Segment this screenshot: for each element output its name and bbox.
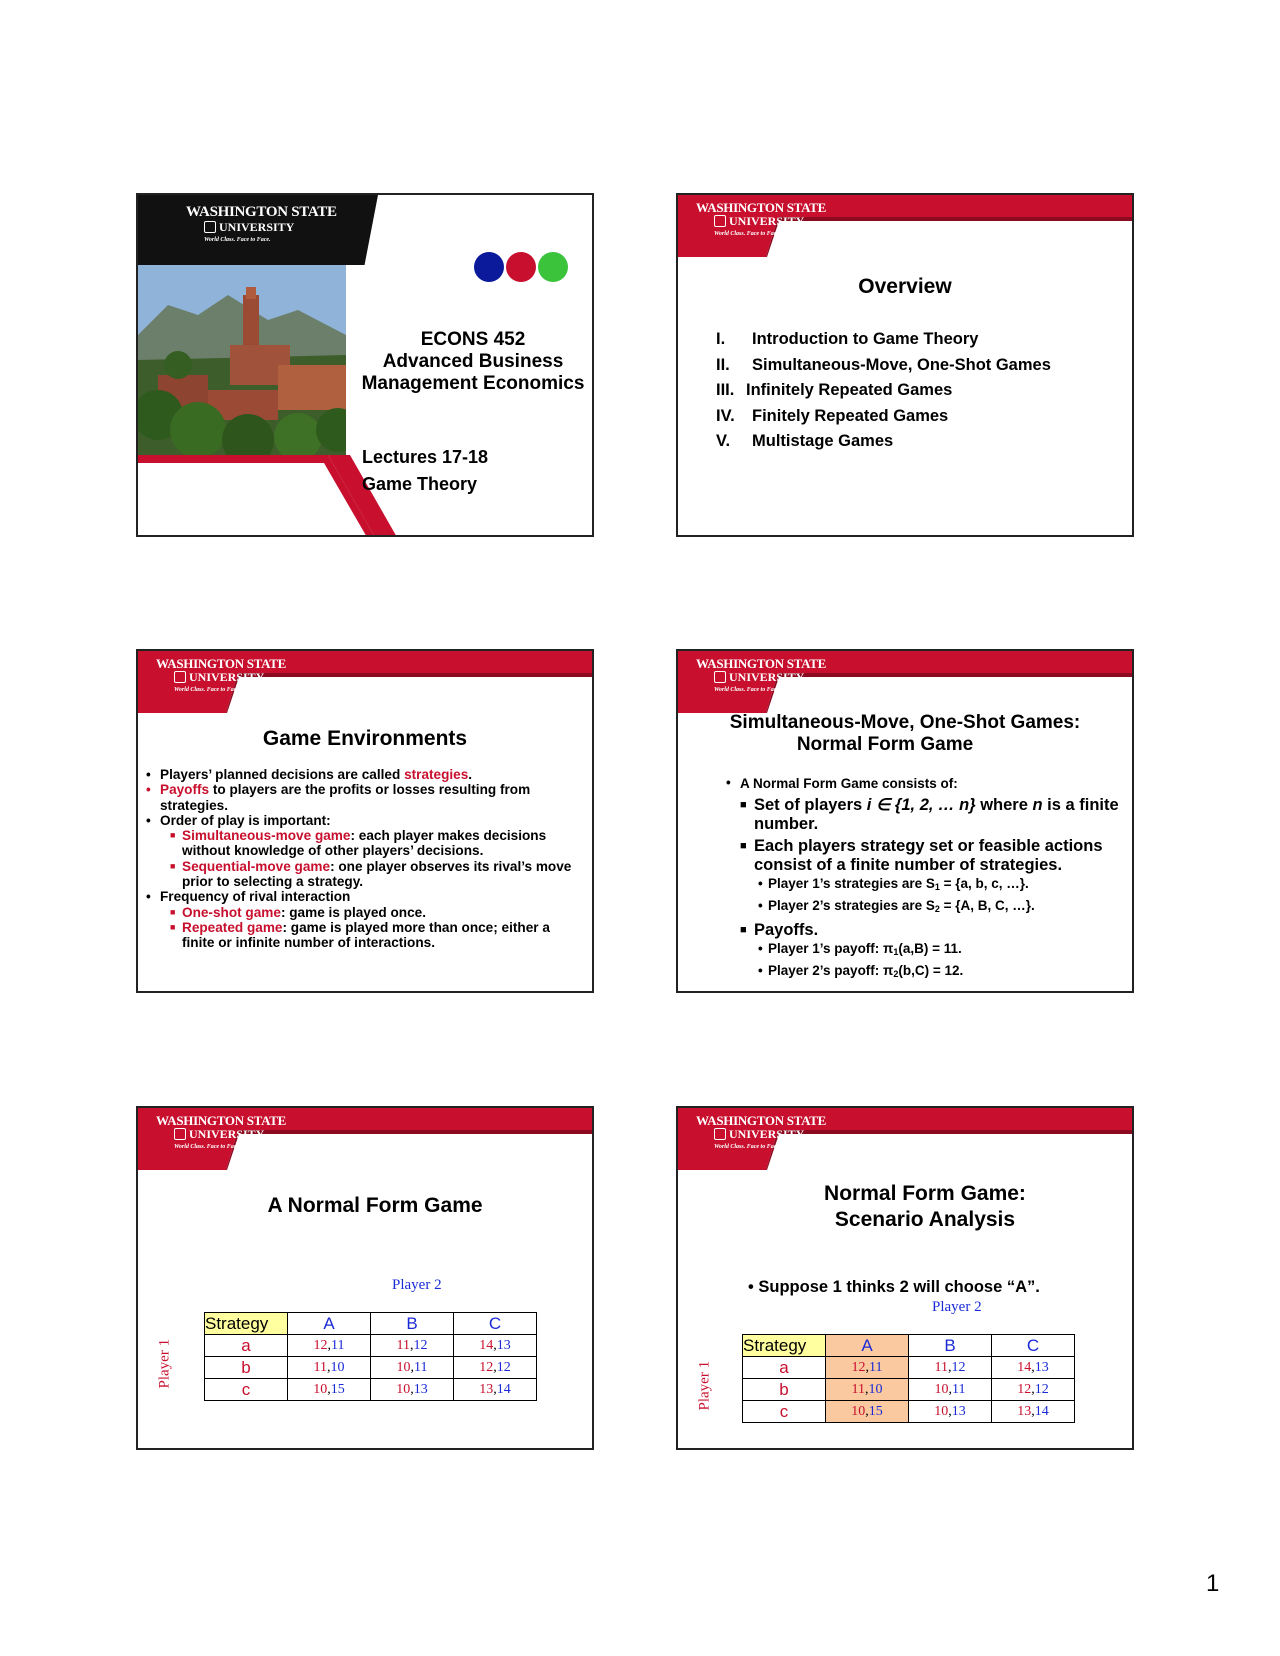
table-row [205, 1379, 537, 1401]
column-header: B [909, 1335, 992, 1357]
logo-line2: UNIVERSITY [204, 221, 337, 233]
payoff-cell: 12,11 [826, 1357, 909, 1379]
payoff-cell: 13,14 [454, 1379, 537, 1401]
payoff-cell: 10,11 [371, 1357, 454, 1379]
player1-label: Player 1 [696, 1360, 713, 1411]
payoff-cell: 12,12 [454, 1357, 537, 1379]
list-item: III. Infinitely Repeated Games [716, 381, 953, 399]
green-dot-icon [538, 252, 568, 282]
slide-header [678, 651, 1132, 713]
campus-photo [138, 265, 346, 455]
list-item: • A Normal Form Game consists of: [726, 775, 958, 791]
list-item: • Player 2’s strategies are S2 = {A, B, C, …}. [758, 897, 1035, 914]
blue-dot-icon [474, 252, 504, 282]
list-item: • Payoffs to players are the profits or losses resulting from strategies. [146, 782, 531, 813]
wsu-logo: WASHINGTON STATE UNIVERSITY World Class. Face to Face. [156, 656, 286, 693]
payoff-cell: 10,13 [909, 1401, 992, 1423]
crest-icon [204, 221, 216, 233]
row-header: c [743, 1401, 826, 1423]
slide-title: Simultaneous-Move, One-Shot Games: Normal Form Game [729, 712, 1081, 755]
list-item: I. Introduction to Game Theory [716, 330, 979, 348]
row-header: c [205, 1379, 288, 1401]
course-title: ECONS 452 Advanced Business Management Economics [361, 329, 585, 394]
slide-header [138, 651, 592, 713]
bullet-list [146, 767, 586, 951]
list-item: ■ Set of players i ∈ {1, 2, … n} where n is a finite number. [740, 796, 1119, 833]
payoff-cell: 11,10 [826, 1379, 909, 1401]
slide-title [136, 193, 594, 537]
scenario-bullet: • Suppose 1 thinks 2 will choose “A”. [748, 1278, 1040, 1296]
payoff-cell: 11,10 [288, 1357, 371, 1379]
slide-title: Normal Form Game: Scenario Analysis [824, 1182, 1026, 1231]
list-item: • Player 1’s strategies are S1 = {a, b, c, …}. [758, 876, 1029, 892]
crest-icon [174, 1128, 186, 1140]
wsu-logo: WASHINGTON STATE UNIVERSITY World Class. Face to Face. [696, 656, 826, 693]
list-item: ■ Simultaneous-move game: each player makes decisions without knowledge of other players’ decisions. [170, 828, 547, 859]
slide-overview [676, 193, 1134, 537]
column-header: C [992, 1335, 1075, 1357]
payoff-cell: 14,13 [992, 1357, 1075, 1379]
table-row [205, 1335, 537, 1357]
page-number: 1 [1206, 1570, 1220, 1597]
column-header: C [454, 1313, 537, 1335]
table-row [743, 1357, 1075, 1379]
player1-label: Player 1 [156, 1338, 173, 1389]
list-item: ■ Repeated game: game is played more than once; either a finite or infinite number of interactions. [170, 919, 550, 951]
row-header: a [743, 1357, 826, 1379]
list-item: IV. Finitely Repeated Games [716, 406, 949, 425]
slide-scenario-analysis [676, 1106, 1134, 1450]
wsu-logo: WASHINGTON STATE UNIVERSITY World Class. Face to Face. [156, 1113, 286, 1150]
list-item: ■ Sequential-move game: one player observes its rival’s move prior to selecting a strategy. [170, 858, 572, 890]
list-item: II. Simultaneous-Move, One-Shot Games [716, 355, 1051, 374]
lecture-info [362, 444, 488, 498]
crest-icon [714, 671, 726, 683]
payoff-cell: 10,15 [826, 1401, 909, 1423]
slide-header [678, 1108, 1132, 1170]
slide-title: A Normal Form Game [267, 1194, 483, 1217]
crest-icon [714, 215, 726, 227]
wsu-logo: WASHINGTON STATE UNIVERSITY World Class. Face to Face. [696, 1113, 826, 1150]
payoff-cell: 11,12 [371, 1335, 454, 1357]
player2-label: Player 2 [392, 1277, 442, 1293]
slide-normal-form-game [136, 1106, 594, 1450]
payoff-cell: 14,13 [454, 1335, 537, 1357]
slide-title: Game Environments [262, 727, 468, 750]
table-header-row [205, 1313, 537, 1335]
table-row [743, 1401, 1075, 1423]
list-item: • Order of play is important: [146, 812, 331, 828]
logo-line1: WASHINGTON STATE [186, 204, 337, 220]
row-header: b [743, 1379, 826, 1401]
table-corner-cell: Strategy [205, 1313, 288, 1335]
payoff-cell: 10,13 [371, 1379, 454, 1401]
red-dot-icon [506, 252, 536, 282]
slide-title: Overview [858, 275, 952, 298]
list-item: ■ One-shot game: game is played once. [170, 904, 427, 920]
logo-tagline: World Class. Face to Face. [204, 237, 271, 243]
column-header: B [371, 1313, 454, 1335]
row-header: b [205, 1357, 288, 1379]
list-item: • Player 1’s payoff: π1(a,B) = 11. [758, 941, 962, 957]
column-header: A [826, 1335, 909, 1357]
overview-list [716, 327, 1051, 455]
slide-header [138, 1108, 592, 1170]
list-item: • Player 2’s payoff: π2(b,C) = 12. [758, 962, 964, 979]
table-header-row [743, 1335, 1075, 1357]
table-corner-cell: Strategy [743, 1335, 826, 1357]
list-item: V. Multistage Games [716, 432, 894, 450]
bullet-list [726, 775, 1126, 983]
player2-label: Player 2 [932, 1299, 982, 1315]
payoff-cell: 11,12 [909, 1357, 992, 1379]
payoff-cell: 12,12 [992, 1379, 1075, 1401]
payoff-cell: 10,11 [909, 1379, 992, 1401]
slide-game-environments [136, 649, 594, 993]
table-row [743, 1379, 1075, 1401]
column-header: A [288, 1313, 371, 1335]
slide-normal-form-definition [676, 649, 1134, 993]
list-item: ■ Payoffs. [740, 921, 819, 939]
table-row [205, 1357, 537, 1379]
payoff-cell: 10,15 [288, 1379, 371, 1401]
crest-icon [714, 1128, 726, 1140]
lecture-topic: Game Theory [362, 474, 478, 494]
lecture-number: Lectures 17-18 [362, 447, 489, 467]
payoff-cell: 12,11 [288, 1335, 371, 1357]
payoff-table [204, 1312, 537, 1401]
crest-icon [174, 671, 186, 683]
list-item: ■ Each players strategy set or feasible actions consist of a finite number of strategies. [740, 837, 1103, 874]
list-item: • Players’ planned decisions are called strategies. [146, 767, 473, 782]
list-item: • Frequency of rival interaction [146, 889, 351, 905]
payoff-cell: 13,14 [992, 1401, 1075, 1423]
row-header: a [205, 1335, 288, 1357]
slide-header [678, 195, 1132, 257]
wsu-logo: WASHINGTON STATE UNIVERSITY World Class. Face to Face. [696, 200, 826, 237]
wsu-logo [186, 205, 337, 243]
payoff-table [742, 1334, 1075, 1423]
